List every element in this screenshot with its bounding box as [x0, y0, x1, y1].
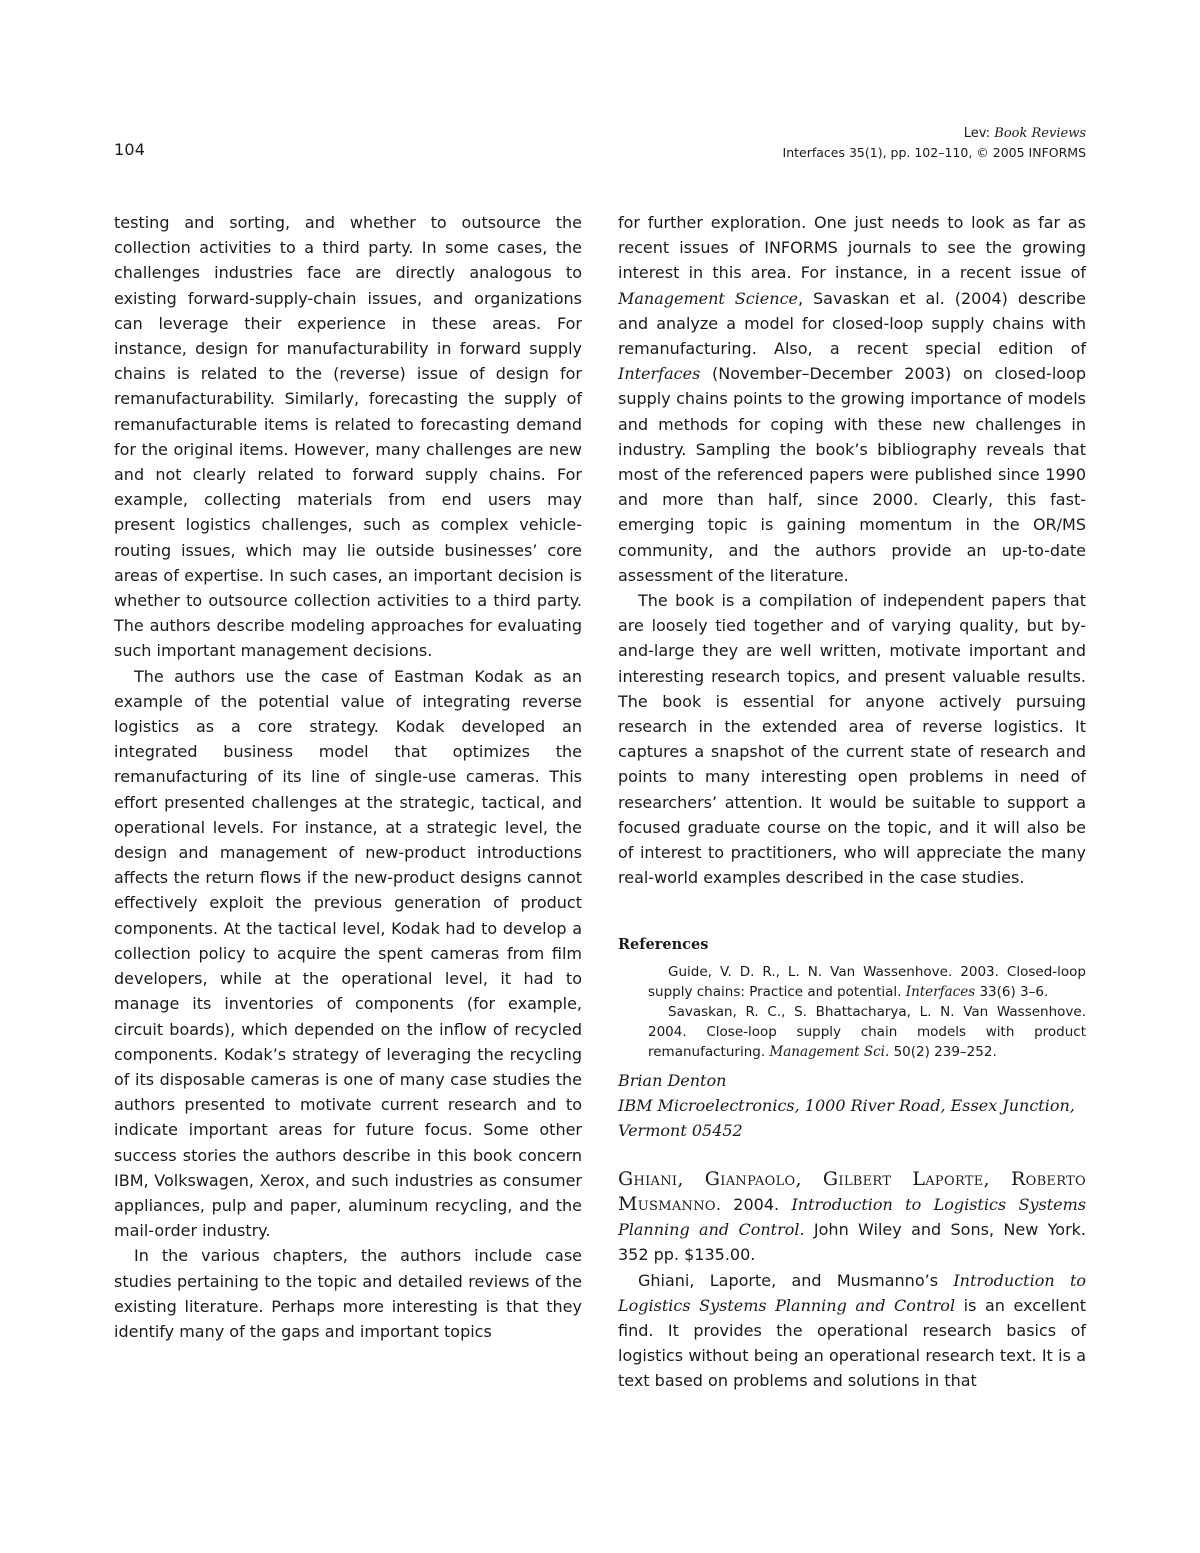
text-run: 50(2) 239–252.: [889, 1043, 997, 1060]
text-run: Savaskan, R. C., S. Bhattacharya, L. N. Van Wassenhove. 2004. Close-loop supply chain models with product remanufacturing.: [648, 1003, 1086, 1060]
journal-citation: Interfaces 35(1), pp. 102–110, © 2005 INFORMS: [782, 145, 1086, 160]
paragraph: [618, 210, 1086, 588]
book-title: Introduction to Logistics Systems Planning and Control: [618, 1270, 1087, 1315]
text-run: Ghiani, Laporte, and Musmanno’s: [638, 1270, 954, 1290]
paragraph: [618, 1268, 1086, 1394]
paragraph: The book is a compilation of independent papers that are loosely tied together and of varying quality, but by-and-large they are well written, motivate important and interesting research topics, and present valuable results. The book is essential for anyone actively pursuing research in the extended area of reverse logistics. It captures a snapshot of the current state of research and points to many interesting open problems in need of researchers’ attention. It would be suitable to support a focused graduate course on the topic, and it will also be of interest to practitioners, who will appreciate the many real-world examples described in the case studies.: [618, 591, 1086, 888]
page-number: 104: [114, 140, 146, 159]
running-header: [783, 124, 1086, 162]
reviewer-affiliation: IBM Microelectronics, 1000 River Road, Essex Junction, Vermont 05452: [618, 1095, 1075, 1140]
journal-title: Interfaces: [618, 364, 701, 384]
running-author: Lev: [963, 126, 986, 141]
left-column: [114, 210, 582, 1344]
right-column: [618, 210, 1086, 1394]
book-title: Introduction to Logistics Systems Planning and Control: [618, 1194, 1087, 1240]
journal-title: Management Sci.: [769, 1043, 890, 1060]
paragraph: In the various chapters, the authors include case studies pertaining to the topic and detailed reviews of the existing literature. Perhaps more interesting is that they identify many of the gaps and important topics: [114, 1246, 582, 1341]
reference-item: [618, 962, 1086, 1002]
text-run: is an excellent find. It provides the operational research basics of logistics without being an operational research text. It is a text based on problems and solutions in that: [618, 1295, 1086, 1391]
journal-title: Interfaces: [905, 983, 976, 1000]
text-run: 33(6) 3–6.: [975, 983, 1049, 1000]
text-run: . 2004.: [715, 1194, 792, 1214]
running-head-line: Lev: Book Reviews: [963, 126, 1086, 141]
text-run: Guide, V. D. R., L. N. Van Wassenhove. 2003. Closed-loop supply chains: Practice and potential.: [648, 963, 1086, 1000]
review-authors: Ghiani, Gianpaolo, Gilbert Laporte, Roberto Musmanno: [618, 1167, 1086, 1215]
paragraph: testing and sorting, and whether to outsource the collection activities to a third party. In some cases, the challenges industries face are directly analogous to existing forward-supply-chain issues, and organizations can leverage their experience in these areas. For instance, design for manufacturability in forward supply chains is related to the (reverse) issue of design for remanufacturability. Similarly, forecasting the supply of remanufacturable items is related to forecasting demand for the original items. However, many challenges are new and not clearly related to forward supply chains. For example, collecting materials from end users may present logistics challenges, such as complex vehicle-routing issues, which may lie outside businesses’ core areas of expertise. In such cases, an important decision is whether to outsource collection activities to a third party. The authors describe modeling approaches for evaluating such important management decisions.: [114, 213, 582, 661]
review-citation: [618, 1167, 1086, 1268]
text-run: for further exploration. One just needs to look as far as recent issues of INFORMS journals to see the growing interest in this area. For instance, in a recent issue of: [618, 213, 1086, 283]
running-title: Book Reviews: [994, 126, 1086, 141]
references-heading: References: [618, 936, 709, 954]
text-run: (November–December 2003) on closed-loop supply chains points to the growing importance of models and methods for coping with these new challenges in industry. Sampling the book’s bibliography reveals that most of the referenced papers were published since 1990 and more than half, since 2000. Clearly, this fast-emerging topic is gaining momentum in the OR/MS community, and the authors provide an up-to-date assessment of the literature.: [618, 364, 1086, 585]
reference-item: [618, 1002, 1086, 1062]
paragraph: The authors use the case of Eastman Kodak as an example of the potential value of integrating reverse logistics as a core strategy. Kodak developed an integrated business model that optimizes the remanufacturing of its line of single-use cameras. This effort presented challenges at the strategic, tactical, and operational levels. For instance, at a strategic level, the design and management of new-product introductions affects the return flows if the new-product designs cannot effectively exploit the previous generation of product components. At the tactical level, Kodak had to develop a collection policy to acquire the spent cameras from film developers, while at the operational level, it had to manage its inventories of components (for example, circuit boards), which depended on the inflow of recycled components. Kodak’s strategy of leveraging the recycling of its disposable cameras is one of many case studies the authors presented to motivate current research and to indicate important areas for future focus. Some other success stories the authors describe in this book concern IBM, Volkswagen, Xerox, and such industries as consumer appliances, pulp and paper, aluminum recycling, and the mail-order industry.: [114, 666, 582, 1241]
text-run: , Savaskan et al. (2004) describe and analyze a model for closed-loop supply chains with remanufacturing. Also, a recent special edition of: [618, 288, 1086, 359]
text-run: . John Wiley and Sons, New York. 352 pp. $135.00.: [618, 1220, 1086, 1265]
reviewer-name: Brian Denton: [618, 1070, 727, 1090]
journal-title: Management Science: [618, 288, 799, 308]
